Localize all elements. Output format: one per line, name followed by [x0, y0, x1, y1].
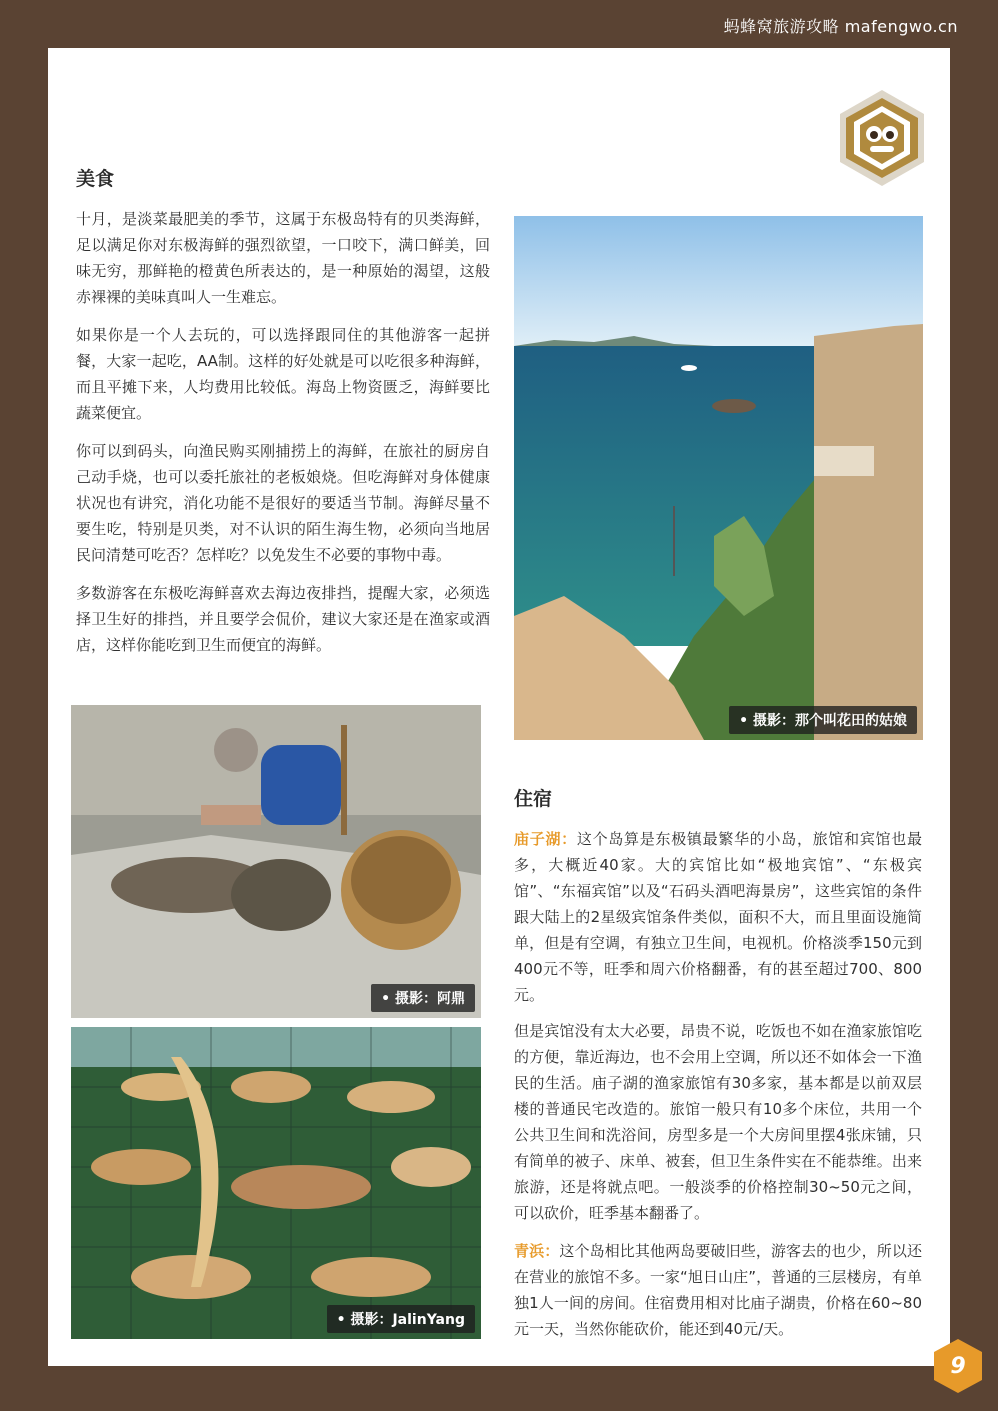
woman-shells-photo — [71, 705, 481, 1018]
food-paragraph-2: 如果你是一个人去玩的，可以选择跟同住的其他游客一起拼餐，大家一起吃，AA制。这样的好处就是可以吃很多种海鲜，而且平摊下来，人均费用比较低。海岛上物资匮乏，海鲜要比蔬菜便宜。 — [76, 326, 490, 422]
dried-fish-photo — [71, 1027, 481, 1339]
food-paragraph-1: 十月，是淡菜最肥美的季节，这属于东极岛特有的贝类海鲜，足以满足你对东极海鲜的强烈欲望，一口咬下，满口鲜美，回味无穷，那鲜艳的橙黄色所表达的，是一种原始的渴望，这般赤裸裸的美味真叫人一生难忘。 — [76, 210, 490, 306]
label-miaozihu: 庙子湖： — [514, 830, 577, 848]
lodging-paragraph-2: 但是宾馆没有太大必要，昂贵不说，吃饭也不如在渔家旅馆吃的方便，靠近海边，也不会用上空调，所以还不如体会一下渔民的生活。庙子湖的渔家旅馆有30多家，基本都是以前双层楼的普通民宅改造的。旅馆一般只有10多个床位，共用一个公共卫生间和洗浴间，房型多是一个大房间里摆4张床铺，只有简单的被子、床单、被套，但卫生条件实在不能恭维。出来旅游，还是将就点吧。一般淡季的价格控制30~50元之间，可以砍价，旺季基本翻番了。 — [514, 1022, 922, 1222]
coast-photo — [514, 216, 923, 740]
header-brand: 蚂蜂窝旅游攻略 mafengwo.cn — [723, 17, 958, 36]
label-qingbang: 青浜： — [514, 1242, 560, 1260]
section-title-food: 美食 — [76, 168, 115, 190]
photo-caption-coast: • 摄影：那个叫花田的姑娘 — [729, 706, 917, 734]
page-paper — [48, 48, 950, 1366]
food-paragraph-4: 多数游客在东极吃海鲜喜欢去海边夜排挡，提醒大家，必须选择卫生好的排挡，并且要学会侃价，建议大家还是在渔家或酒店，这样你能吃到卫生而便宜的海鲜。 — [76, 584, 490, 654]
photo-caption-fish: • 摄影：JalinYang — [327, 1305, 475, 1333]
page-number-badge — [932, 1337, 984, 1395]
page-number: 9 — [950, 1353, 966, 1379]
section-title-lodging: 住宿 — [514, 788, 553, 810]
text-miaozihu: 这个岛算是东极镇最繁华的小岛，旅馆和宾馆也最多，大概近40家。大的宾馆比如“极地宾馆”、“东极宾馆”、“东福宾馆”以及“石码头酒吧海景房”，这些宾馆的条件跟大陆上的2星级宾馆条件类似，面积不大，而且里面设施简单，但是有空调，有独立卫生间，电视机。价格淡季150元到400元不等，旺季和周六价格翻番，有的甚至超过700、800元。 — [514, 830, 922, 1004]
mafengwo-logo — [832, 88, 932, 188]
text-qingbang: 这个岛相比其他两岛要破旧些，游客去的也少，所以还在营业的旅馆不多。一家“旭日山庄”，普通的三层楼房，有单独1人一间的房间。住宿费用相对比庙子湖贵，价格在60~80元一天，当然你能砍价，能还到40元/天。 — [514, 1242, 922, 1338]
photo-caption-woman: • 摄影：阿鼎 — [371, 984, 475, 1012]
lodging-paragraph-miaozihu — [514, 826, 922, 1008]
food-paragraph-3: 你可以到码头，向渔民购买刚捕捞上的海鲜，在旅社的厨房自己动手烧，也可以委托旅社的老板娘烧。但吃海鲜对身体健康状况也有讲究，消化功能不是很好的要适当节制。海鲜尽量不要生吃，特别是贝类，对不认识的陌生海生物，必须向当地居民问清楚可吃否？怎样吃？以免发生不必要的事物中毒。 — [76, 442, 490, 564]
lodging-paragraph-qingbang — [514, 1238, 922, 1342]
